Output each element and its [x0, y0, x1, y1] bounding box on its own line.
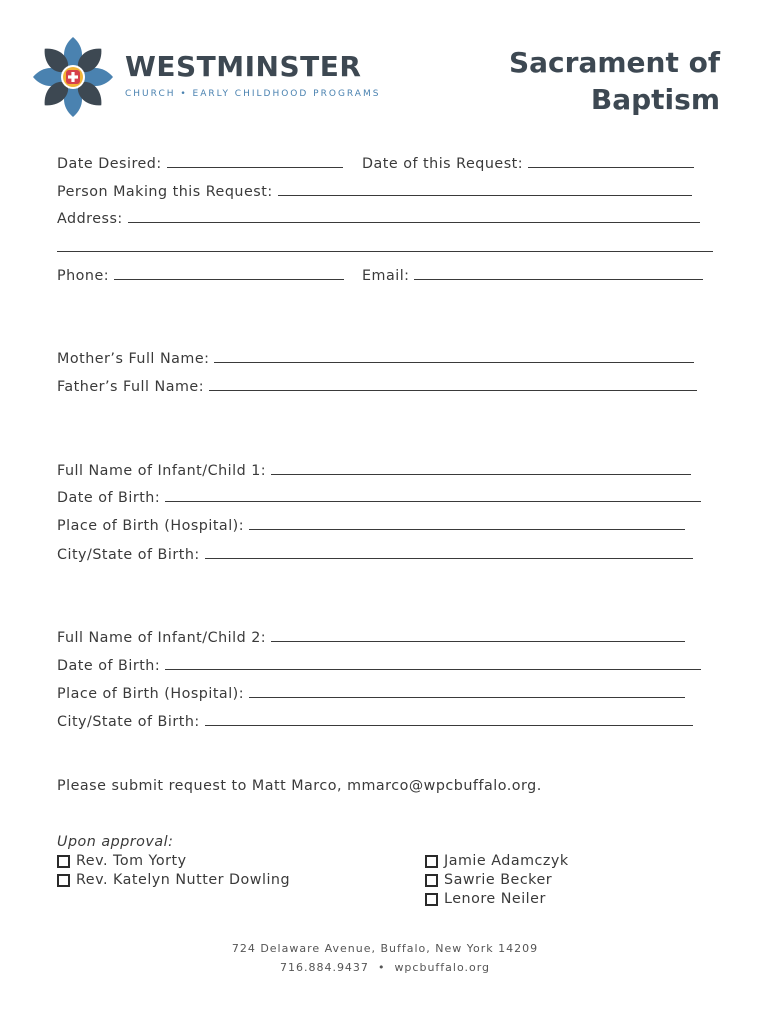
child1-name-line[interactable]	[271, 461, 691, 475]
approval-option-label: Jamie Adamczyk	[444, 853, 569, 869]
approval-option-label: Rev. Tom Yorty	[76, 853, 187, 869]
child2-dob-field[interactable]	[57, 656, 701, 675]
checkbox-icon[interactable]	[425, 855, 438, 868]
child2-place-line[interactable]	[249, 684, 685, 698]
mother-name-field[interactable]	[57, 349, 694, 368]
father-name-field[interactable]	[57, 377, 697, 396]
approval-option[interactable]	[57, 852, 187, 870]
child1-dob-line[interactable]	[165, 488, 701, 502]
date-of-request-field[interactable]	[362, 154, 694, 173]
child1-name-field[interactable]	[57, 461, 691, 480]
child1-place-label: Place of Birth (Hospital):	[57, 518, 245, 534]
approval-option[interactable]	[425, 890, 546, 908]
person-making-request-line[interactable]	[278, 182, 692, 196]
father-name-label: Father’s Full Name:	[57, 379, 205, 395]
approval-option-label: Sawrie Becker	[444, 872, 553, 888]
phone-line[interactable]	[114, 266, 344, 280]
child1-place-line[interactable]	[249, 516, 685, 530]
westminster-logo	[32, 36, 114, 118]
child2-name-label: Full Name of Infant/Child 2:	[57, 630, 267, 646]
child1-city-line[interactable]	[205, 545, 693, 559]
address-field[interactable]	[57, 209, 700, 228]
child2-city-field[interactable]	[57, 712, 693, 731]
child2-place-field[interactable]	[57, 684, 685, 703]
child2-dob-line[interactable]	[165, 656, 701, 670]
child2-city-label: City/State of Birth:	[57, 714, 200, 730]
child1-name-label: Full Name of Infant/Child 1:	[57, 463, 267, 479]
email-field[interactable]	[362, 266, 703, 285]
person-making-request-field[interactable]	[57, 182, 692, 201]
page-title	[509, 44, 720, 118]
person-making-request-label: Person Making this Request:	[57, 184, 273, 200]
approval-option[interactable]	[425, 871, 552, 889]
footer-contact	[0, 961, 770, 975]
phone-field[interactable]	[57, 266, 344, 285]
checkbox-icon[interactable]	[57, 874, 70, 887]
approval-option-label: Rev. Katelyn Nutter Dowling	[76, 872, 291, 888]
brand-block	[125, 50, 380, 100]
approval-option-label: Lenore Neiler	[444, 891, 546, 907]
child1-dob-label: Date of Birth:	[57, 490, 161, 506]
date-desired-label: Date Desired:	[57, 156, 162, 172]
footer-website[interactable]: wpcbuffalo.org	[394, 961, 491, 974]
child1-city-label: City/State of Birth:	[57, 547, 200, 563]
date-of-request-line[interactable]	[528, 154, 694, 168]
child2-city-line[interactable]	[205, 712, 693, 726]
checkbox-icon[interactable]	[57, 855, 70, 868]
child2-name-line[interactable]	[271, 628, 685, 642]
checkbox-icon[interactable]	[425, 874, 438, 887]
email-line[interactable]	[414, 266, 703, 280]
address-second-line[interactable]	[57, 251, 713, 252]
date-desired-field[interactable]	[57, 154, 343, 173]
child1-dob-field[interactable]	[57, 488, 701, 507]
email-label: Email:	[362, 268, 410, 284]
footer-separator: •	[377, 961, 386, 974]
checkbox-icon[interactable]	[425, 893, 438, 906]
address-line[interactable]	[128, 209, 700, 223]
date-of-request-label: Date of this Request:	[362, 156, 524, 172]
brand-name: WESTMINSTER	[125, 50, 362, 83]
date-desired-line[interactable]	[167, 154, 343, 168]
footer-phone: 716.884.9437	[279, 961, 369, 974]
mother-name-label: Mother’s Full Name:	[57, 351, 210, 367]
submit-note: Please submit request to Matt Marco, mmarco@wpcbuffalo.org.	[57, 778, 542, 794]
father-name-line[interactable]	[209, 377, 697, 391]
child2-dob-label: Date of Birth:	[57, 658, 161, 674]
child1-city-field[interactable]	[57, 545, 693, 564]
mother-name-line[interactable]	[214, 349, 694, 363]
approval-option[interactable]	[57, 871, 290, 889]
page-title-line-2: Baptism	[590, 83, 720, 116]
brand-subtitle: CHURCH • EARLY CHILDHOOD PROGRAMS	[125, 89, 381, 99]
approval-label: Upon approval:	[57, 834, 174, 850]
approval-option[interactable]	[425, 852, 569, 870]
child1-place-field[interactable]	[57, 516, 685, 535]
phone-label: Phone:	[57, 268, 110, 284]
child2-place-label: Place of Birth (Hospital):	[57, 686, 245, 702]
address-label: Address:	[57, 211, 123, 227]
child2-name-field[interactable]	[57, 628, 685, 647]
page-title-line-1: Sacrament of	[508, 46, 720, 79]
footer-address: 724 Delaware Avenue, Buffalo, New York 14209	[231, 942, 539, 955]
